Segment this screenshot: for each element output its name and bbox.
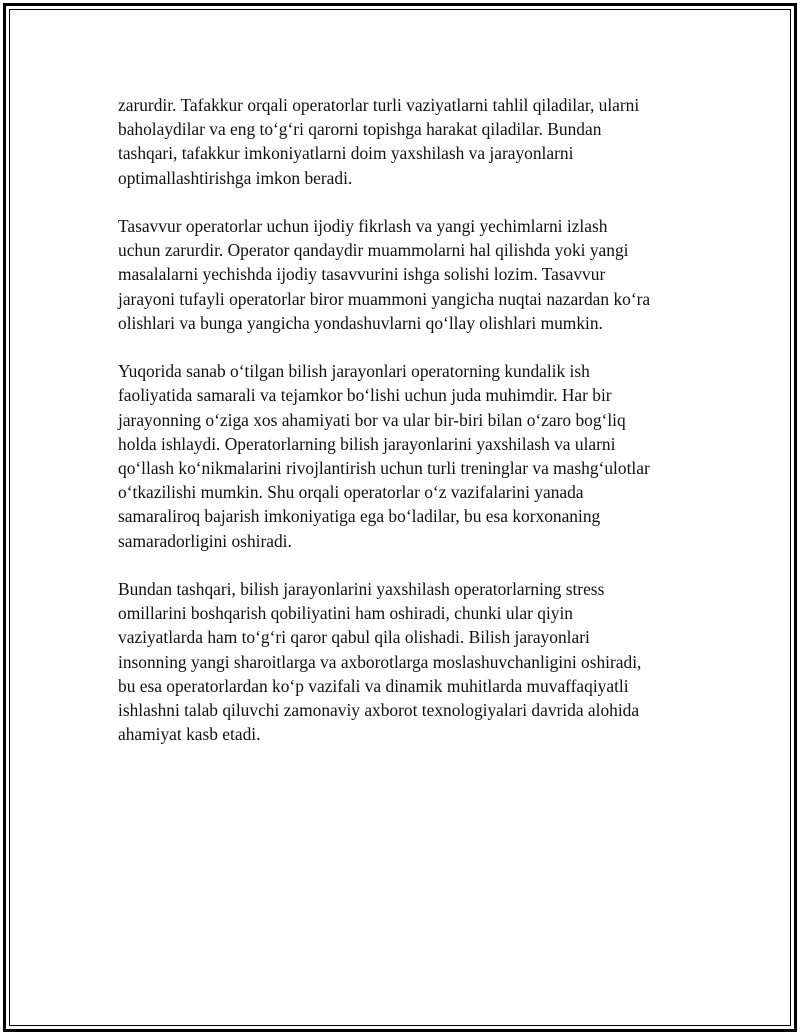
- text-line: baholaydilar va eng to‘g‘ri qarorni topishga harakat qiladilar. Bundan: [118, 119, 602, 140]
- text-line: optimallashtirishga imkon beradi.: [118, 167, 353, 188]
- document-body: [118, 93, 708, 771]
- text-line: insonning yangi sharoitlarga va axborotlarga moslashuvchanligini oshiradi,: [118, 651, 642, 672]
- text-line: omillarini boshqarish qobiliyatini ham oshiradi, chunki ular qiyin: [118, 603, 573, 624]
- text-line: samaraliroq bajarish imkoniyatiga ega bo‘ladilar, bu esa korxonaning: [118, 506, 601, 527]
- paragraph-4: [118, 577, 708, 746]
- text-line: olishlari va bunga yangicha yondashuvlarni qo‘llay olishlari mumkin.: [118, 312, 603, 333]
- text-line: samaradorligini oshiradi.: [118, 530, 292, 551]
- paragraph-1: [118, 93, 708, 190]
- text-line: o‘tkazilishi mumkin. Shu orqali operatorlar o‘z vazifalarini yanada: [118, 482, 584, 503]
- text-line: ahamiyat kasb etadi.: [118, 724, 261, 745]
- text-line: zarurdir. Tafakkur orqali operatorlar turli vaziyatlarni tahlil qiladilar, ularni: [118, 95, 640, 115]
- text-line: Bundan tashqari, bilish jarayonlarini yaxshilash operatorlarning stress: [118, 579, 605, 600]
- text-line: jarayoni tufayli operatorlar biror muammoni yangicha nuqtai nazardan ko‘ra: [118, 288, 651, 309]
- text-line: Yuqorida sanab o‘tilgan bilish jarayonlari operatorning kundalik ish: [118, 361, 590, 382]
- paragraph-3: [118, 359, 708, 553]
- text-line: vaziyatlarda ham to‘g‘ri qaror qabul qila olishadi. Bilish jarayonlari: [118, 627, 590, 648]
- text-line: Tasavvur operatorlar uchun ijodiy fikrlash va yangi yechimlarni izlash: [118, 216, 608, 236]
- text-line: uchun zarurdir. Operator qandaydir muammolarni hal qilishda yoki yangi: [118, 240, 629, 261]
- text-line: ishlashni talab qiluvchi zamonaviy axborot texnologiyalari davrida alohida: [118, 700, 640, 721]
- text-line: qo‘llash ko‘nikmalarini rivojlantirish uchun turli treninglar va mashg‘ulotlar: [118, 458, 650, 479]
- paragraph-2: [118, 214, 708, 335]
- text-line: jarayonning o‘ziga xos ahamiyati bor va ular bir-biri bilan o‘zaro bog‘liq: [118, 409, 626, 430]
- text-line: holda ishlaydi. Operatorlarning bilish jarayonlarini yaxshilash va ularni: [118, 433, 616, 454]
- text-line: tashqari, tafakkur imkoniyatlarni doim yaxshilash va jarayonlarni: [118, 143, 574, 164]
- text-line: masalalarni yechishda ijodiy tasavvurini ishga solishi lozim. Tasavvur: [118, 264, 606, 285]
- text-line: bu esa operatorlardan ko‘p vazifali va dinamik muhitlarda muvaffaqiyatli: [118, 675, 629, 696]
- text-line: faoliyatida samarali va tejamkor bo‘lishi uchun juda muhimdir. Har bir: [118, 385, 612, 406]
